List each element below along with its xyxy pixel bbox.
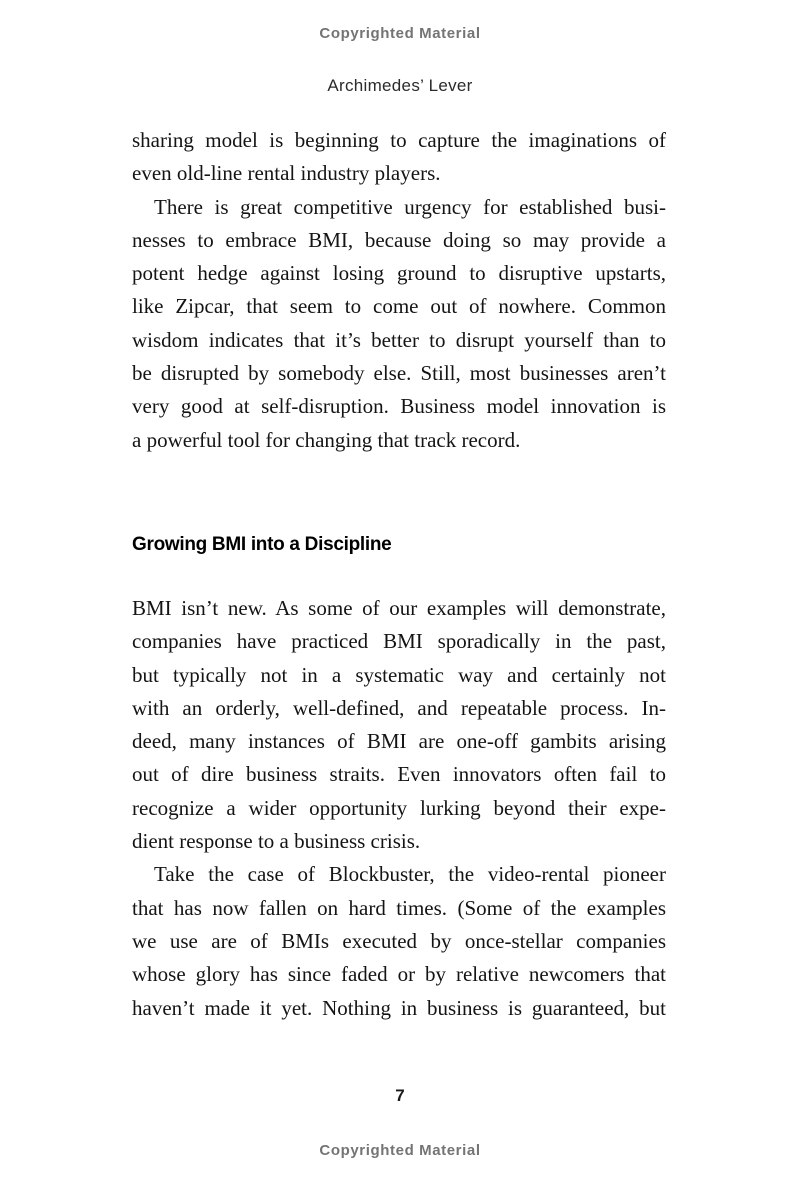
text-line: sharing model is beginning to capture the imaginations of xyxy=(132,128,666,152)
text-line: with an orderly, well-defined, and repeatable process. In- xyxy=(132,695,666,720)
copyright-notice-bottom: Copyrighted Material xyxy=(319,1142,481,1159)
text-line: a powerful tool for changing that track record. xyxy=(132,427,521,452)
page-number: 7 xyxy=(395,1086,405,1105)
text-line: nesses to embrace BMI, because doing so may provide a xyxy=(132,227,666,252)
text-line: we use are of BMIs executed by once-stellar companies xyxy=(132,928,666,953)
text-line: dient response to a business crisis. xyxy=(132,829,421,854)
text-line: BMI isn’t new. As some of our examples will demonstrate, xyxy=(132,595,666,620)
text-line: recognize a wider opportunity lurking beyond their expe- xyxy=(132,795,666,820)
text-line: but typically not in a systematic way and certainly not xyxy=(132,662,666,687)
text-line: very good at self-disruption. Business model innovation is xyxy=(132,394,666,419)
paragraph xyxy=(132,858,666,1024)
text-line: potent hedge against losing ground to disruptive upstarts, xyxy=(132,261,666,286)
text-line: haven’t made it yet. Nothing in business is guaranteed, but xyxy=(132,995,666,1020)
text-line: that has now fallen on hard times. (Some of the examples xyxy=(132,895,666,920)
paragraph xyxy=(132,191,666,457)
text-line: whose glory has since faded or by relative newcomers that xyxy=(132,962,666,987)
text-line: There is great competitive urgency for established busi- xyxy=(154,194,666,219)
text-line: even old-line rental industry players. xyxy=(132,161,441,186)
text-line: Take the case of Blockbuster, the video-rental pioneer xyxy=(154,862,666,887)
body-text-column xyxy=(132,124,666,1025)
copyright-notice-top: Copyrighted Material xyxy=(319,25,481,42)
running-head: Archimedes’ Lever xyxy=(327,76,473,95)
text-line: companies have practiced BMI sporadically in the past, xyxy=(132,629,666,654)
paragraph xyxy=(132,124,666,191)
section-heading: Growing BMI into a Discipline xyxy=(132,533,392,555)
text-line: be disrupted by somebody else. Still, most businesses aren’t xyxy=(132,361,666,386)
text-line: wisdom indicates that it’s better to disrupt yourself than to xyxy=(132,327,666,352)
text-line: out of dire business straits. Even innovators often fail to xyxy=(132,762,666,787)
text-line: like Zipcar, that seem to come out of nowhere. Common xyxy=(132,294,666,319)
paragraph xyxy=(132,592,666,858)
text-line: deed, many instances of BMI are one-off gambits arising xyxy=(132,729,666,754)
